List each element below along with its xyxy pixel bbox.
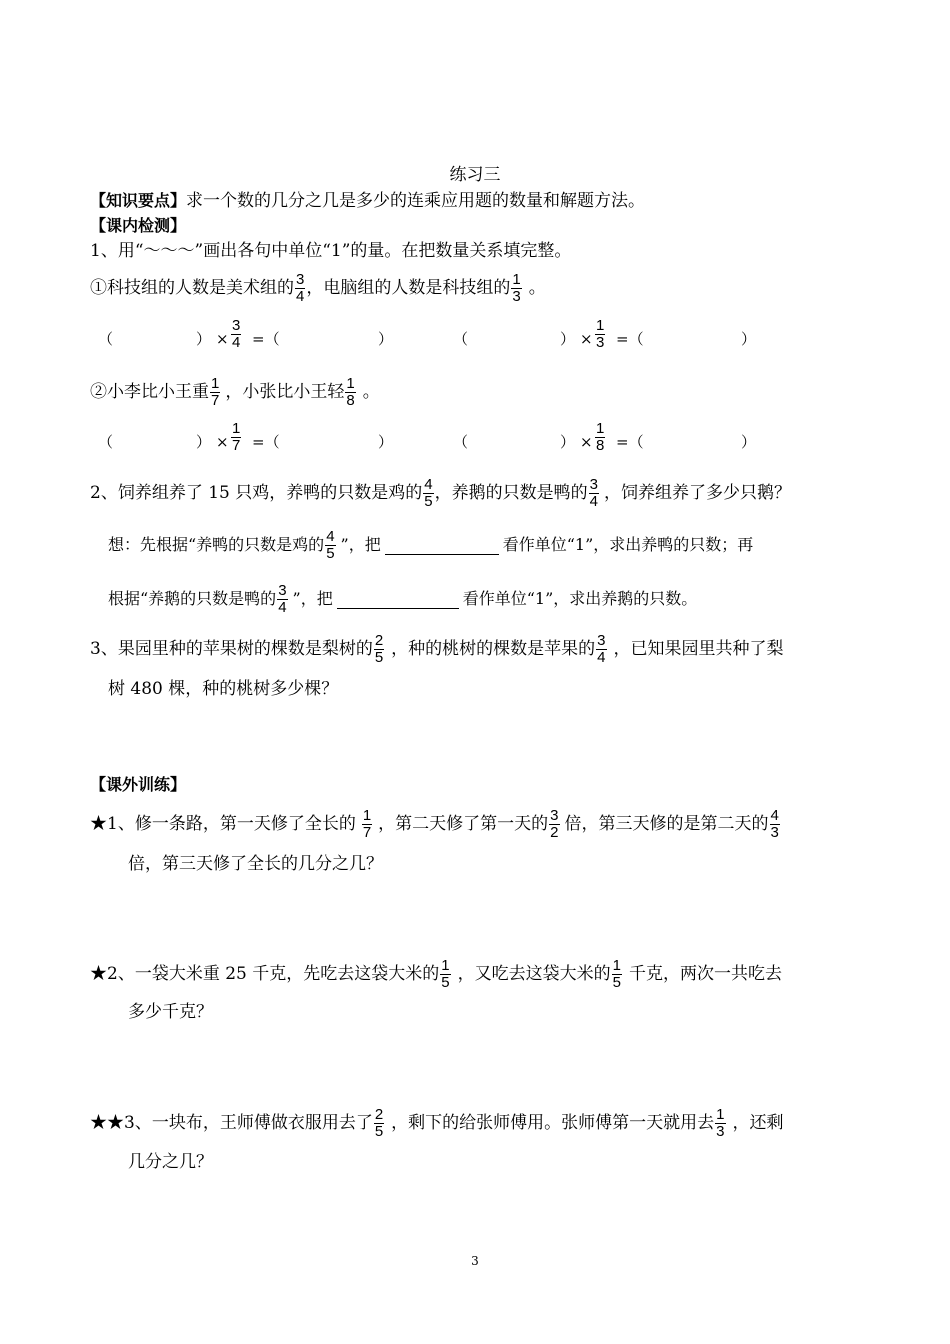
paren-open: （ [98, 433, 114, 451]
times-sign: × [580, 330, 593, 348]
e2-c: 千克，两次一共吃去 [628, 963, 782, 984]
fraction-1-7: $\frac{1}{7}$ [232, 420, 241, 454]
fraction-1-7: $\frac{1}{7}$ [211, 374, 220, 409]
q1-equation-row-1 [98, 318, 858, 360]
q2-think-a: 想：先根据“养鸭的只数是鸡的 [108, 535, 325, 554]
exercise-1 [90, 802, 781, 846]
paren-close: ） [196, 330, 212, 348]
e2-a: ★2、一袋大米重 25 千克，先吃去这袋大米的 [90, 963, 440, 984]
q2-think2-c: 看作单位“1”，求出养鹅的只数。 [462, 589, 698, 608]
e3-b: ，剩下的给张师傅用。张师傅第一天就用去 [391, 1112, 715, 1133]
fraction-2-5: $\frac{2}{5}$ [374, 1105, 384, 1140]
times-sign: × [580, 433, 593, 451]
q3-question [90, 628, 784, 670]
e1-c: 倍，第三天修的是第二天的 [564, 813, 769, 834]
fraction-1-5: $\frac{1}{5}$ [612, 956, 621, 991]
q1-equation-row-2 [98, 421, 858, 463]
paren-close: ） [741, 433, 757, 451]
paren-close: ） [378, 433, 394, 451]
page-title: 练习三 [449, 165, 501, 185]
equals-paren: =（ [252, 330, 280, 348]
times-sign: × [216, 433, 229, 451]
fraction-1-8: $\frac{1}{8}$ [596, 420, 605, 454]
q3-text-d: 树 480 棵，种的桃树多少棵？ [108, 679, 339, 699]
knowledge-text: 求一个数的几分之几是多少的连乘应用题的数量和解题方法。 [186, 191, 646, 211]
fraction-1-7: $\frac{1}{7}$ [362, 806, 372, 841]
fraction-3-4: $\frac{3}{4}$ [278, 581, 287, 616]
q3-text-b: ，种的桃树的棵数是苹果的 [391, 638, 596, 659]
inclass-label: 【课内检测】 [90, 216, 187, 235]
q2-text-b: ，养鹅的只数是鸭的 [434, 482, 588, 503]
fraction-3-4: $\frac{3}{4}$ [597, 631, 606, 666]
e2-b: ，又吃去这袋大米的 [457, 963, 611, 984]
knowledge-points [90, 193, 645, 210]
fraction-1-5: $\frac{1}{5}$ [441, 956, 450, 991]
knowledge-label: 【知识要点】 [90, 191, 187, 210]
page-number: 3 [471, 1254, 479, 1268]
exercise-2 [90, 952, 782, 996]
fraction-4-5: $\frac{4}{5}$ [424, 475, 433, 510]
paren-open: （ [98, 330, 114, 348]
equals-paren: =（ [252, 433, 280, 451]
q1-sentence-2 [90, 371, 380, 413]
fraction-1-3: $\frac{1}{3}$ [596, 317, 605, 351]
q2-think2-b: ”，把 [292, 589, 333, 608]
q2-hint-2 [108, 578, 697, 620]
equals-paren: =（ [616, 330, 644, 348]
q2-think-c: 看作单位“1”，求出养鸭的只数；再 [502, 535, 754, 554]
e3-c: ，还剩 [732, 1112, 784, 1133]
q2-think2-a: 根据“养鹅的只数是鸭的 [108, 589, 277, 608]
q2-think-b: ”，把 [340, 535, 381, 554]
paren-open: （ [453, 433, 469, 451]
e1-a: ★1、修一条路，第一天修了全长的 [90, 813, 356, 834]
exercise-3 [90, 1101, 784, 1145]
e3-a: ★★3、一块布，王师傅做衣服用去了 [90, 1112, 373, 1133]
q3-text-a: 3、果园里种的苹果树的棵数是梨树的 [90, 638, 373, 659]
q1-s2-b: ，小张比小王轻 [225, 381, 345, 402]
paren-close: ） [560, 330, 576, 348]
answer-blank-1[interactable] [385, 536, 499, 555]
e2-d: 多少千克？ [128, 1002, 213, 1022]
q1-s2-a: ②小李比小王重 [90, 381, 209, 402]
e1-b: ，第二天修了第一天的 [378, 813, 549, 834]
q1-s2-c: 。 [362, 381, 380, 402]
fraction-3-4: $\frac{3}{4}$ [296, 270, 305, 305]
times-sign: × [216, 330, 229, 348]
fraction-4-5: $\frac{4}{5}$ [326, 527, 335, 562]
q1-text: 1、用“～～～”画出各句中单位“1”的量。在把数量关系填完整。 [90, 241, 572, 261]
fraction-3-2: $\frac{3}{2}$ [550, 806, 559, 841]
fraction-2-5: $\frac{2}{5}$ [374, 631, 384, 666]
q2-hint-1 [108, 524, 753, 566]
q3-text-c: ，已知果园里共种了梨 [613, 638, 784, 659]
equals-paren: =（ [616, 433, 644, 451]
outclass-label: 【课外训练】 [90, 775, 187, 794]
fraction-1-3: $\frac{1}{3}$ [512, 270, 521, 305]
q1-s1-a: ①科技组的人数是美术组的 [90, 277, 294, 298]
q2-text-a: 2、饲养组养了 15 只鸡，养鸭的只数是鸡的 [90, 482, 423, 503]
q2-question [90, 472, 791, 514]
paren-close: ） [196, 433, 212, 451]
fraction-4-3: $\frac{4}{3}$ [770, 806, 779, 841]
q1-s1-b: ，电脑组的人数是科技组的 [306, 277, 511, 298]
q2-text-c: ，饲养组养了多少只鹅？ [603, 482, 791, 503]
fraction-1-8: $\frac{1}{8}$ [346, 374, 355, 409]
q1-sentence-1 [90, 268, 546, 308]
e3-d: 几分之几？ [128, 1152, 213, 1172]
fraction-3-4: $\frac{3}{4}$ [589, 475, 598, 510]
paren-open: （ [453, 330, 469, 348]
e1-d: 倍，第三天修了全长的几分之几？ [128, 854, 383, 874]
q1-s1-c: 。 [528, 277, 546, 298]
fraction-3-4: $\frac{3}{4}$ [232, 317, 241, 351]
paren-close: ） [560, 433, 576, 451]
paren-close: ） [378, 330, 394, 348]
answer-blank-2[interactable] [337, 590, 459, 609]
paren-close: ） [741, 330, 757, 348]
fraction-1-3: $\frac{1}{3}$ [716, 1105, 725, 1140]
